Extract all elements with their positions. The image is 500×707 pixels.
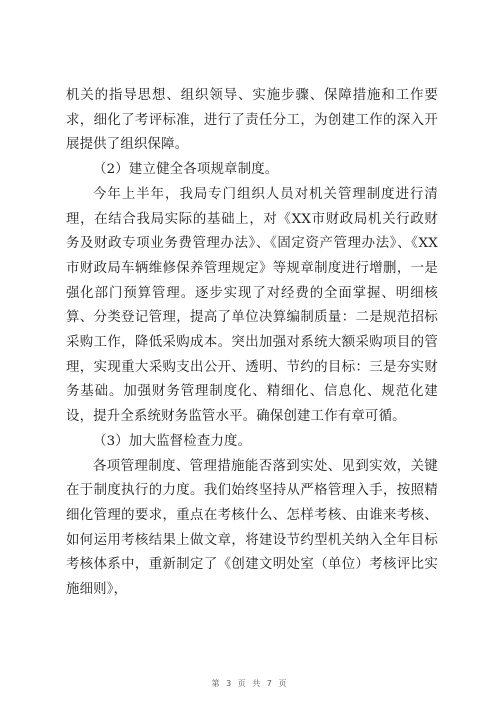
page-number-footer: 第 3 页 共 7 页: [211, 679, 289, 688]
section-heading-2: （2）建立健全各项规章制度。: [93, 162, 279, 178]
paragraph-regulations: 今年上半年，我局专门组织人员对机关管理制度进行清理，在结合我局实际的基础上，对《XX市财政局机关行政财务及财政专项业务费管理办法》、《固定资产管理办法》、《XX市财政局车辆维修保养管理规定》等规章制度进行增删，一是强化部门预算管理。逐步实现了对经费的全面掌握、明细核算、分类登记管理，提高了单位决算编制质量：二是规范招标采购工作，降低采购成本。突出加强对系统大额采购项目的管理，实现重大采购支出公开、透明、节约的目标：三是夯实财务基础。加强财务管理制度化、精细化、信息化、规范化建设，提升全系统财务监管水平。确保创建工作有章可循。: [66, 186, 438, 425]
paragraph-continuation: 机关的指导思想、组织领导、实施步骤、保障措施和工作要求，细化了考评标准，进行了责任分工，为创建工作的深入开展提供了组织保障。: [66, 88, 438, 153]
section-heading-3: （3）加大监督检查力度。: [93, 433, 252, 449]
paragraph-supervision: 各项管理制度、管理措施能否落到实处、见到实效，关键在于制度执行的力度。我们始终坚持从严格管理入手，按照精细化管理的要求，重点在考核什么、怎样考核、由谁来考核、如何运用考核结果上做文章，将建设节约型机关纳入全年目标考核体系中，重新制定了《创建文明处室（单位）考核评比实施细则》，: [66, 458, 438, 598]
document-body: [66, 84, 438, 603]
